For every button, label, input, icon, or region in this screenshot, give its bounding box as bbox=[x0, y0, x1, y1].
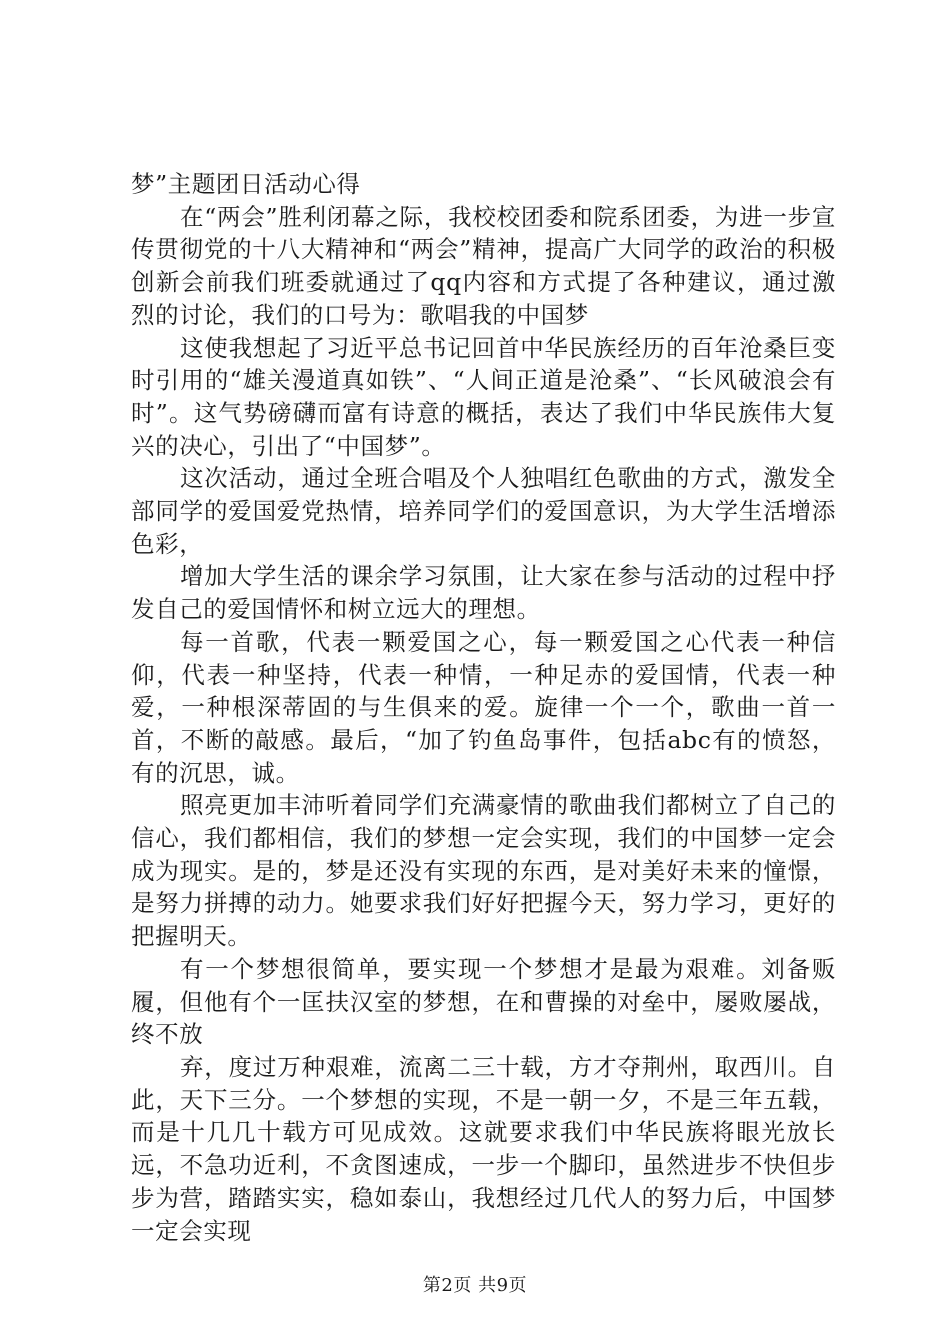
paragraph: 弃，度过万种艰难，流离二三十载，方才夺荆州，取西川。自此，天下三分。一个梦想的实现，不是一朝一夕，不是三年五载，而是十几几十载方可见成效。这就要求我们中华民族将眼光放长远，不急功近利，不贪图速成，一步一个脚印，虽然进步不快但步步为营，踏踏实实，稳如泰山，我想经过几代人的努力后，中国梦一定会实现 bbox=[131, 1052, 836, 1245]
title-line: 梦”主题团日活动心得 bbox=[131, 170, 361, 198]
document-body bbox=[131, 168, 836, 1247]
page-number-footer: 第2页 共9页 bbox=[422, 1275, 528, 1296]
paragraph: 每一首歌，代表一颗爱国之心，每一颗爱国之心代表一种信仰，代表一种坚持，代表一种情，一种足赤的爱国情，代表一种爱，一种根深蒂固的与生俱来的爱。旋律一个一个，歌曲一首一首，不断的敲感。最后，“加了钓鱼岛事件，包括abc有的愤怒，有的沉思，诚。 bbox=[131, 627, 836, 787]
paragraph: 有一个梦想很简单，要实现一个梦想才是最为艰难。刘备贩履，但他有个一匡扶汉室的梦想，在和曹操的对垒中，屡败屡战，终不放 bbox=[131, 954, 836, 1049]
paragraph: 增加大学生活的课余学习氛围，让大家在参与活动的过程中抒发自己的爱国情怀和树立远大的理想。 bbox=[131, 562, 836, 624]
paragraph: 这使我想起了习近平总书记回首中华民族经历的百年沧桑巨变时引用的“雄关漫道真如铁”、“人间正道是沧桑”、“长风破浪会有时”。这气势磅礴而富有诗意的概括，表达了我们中华民族伟大复兴的决心，引出了“中国梦”。 bbox=[131, 333, 836, 460]
paragraph: 照亮更加丰沛听着同学们充满豪情的歌曲我们都树立了自己的信心，我们都相信，我们的梦想一定会实现，我们的中国梦一定会成为现实。是的，梦是还没有实现的东西，是对美好未来的憧憬，是努力拼搏的动力。她要求我们好好把握今天，努力学习，更好的把握明天。 bbox=[131, 791, 836, 951]
paragraph: 在“两会”胜利闭幕之际，我校校团委和院系团委，为进一步宣传贯彻党的十八大精神和“两会”精神，提高广大同学的政治的积极创新会前我们班委就通过了qq内容和方式提了各种建议，通过激烈的讨论，我们的口号为：歌唱我的中国梦 bbox=[131, 202, 836, 329]
paragraph: 这次活动，通过全班合唱及个人独唱红色歌曲的方式，激发全部同学的爱国爱党热情，培养同学们的爱国意识，为大学生活增添色彩， bbox=[131, 464, 836, 558]
